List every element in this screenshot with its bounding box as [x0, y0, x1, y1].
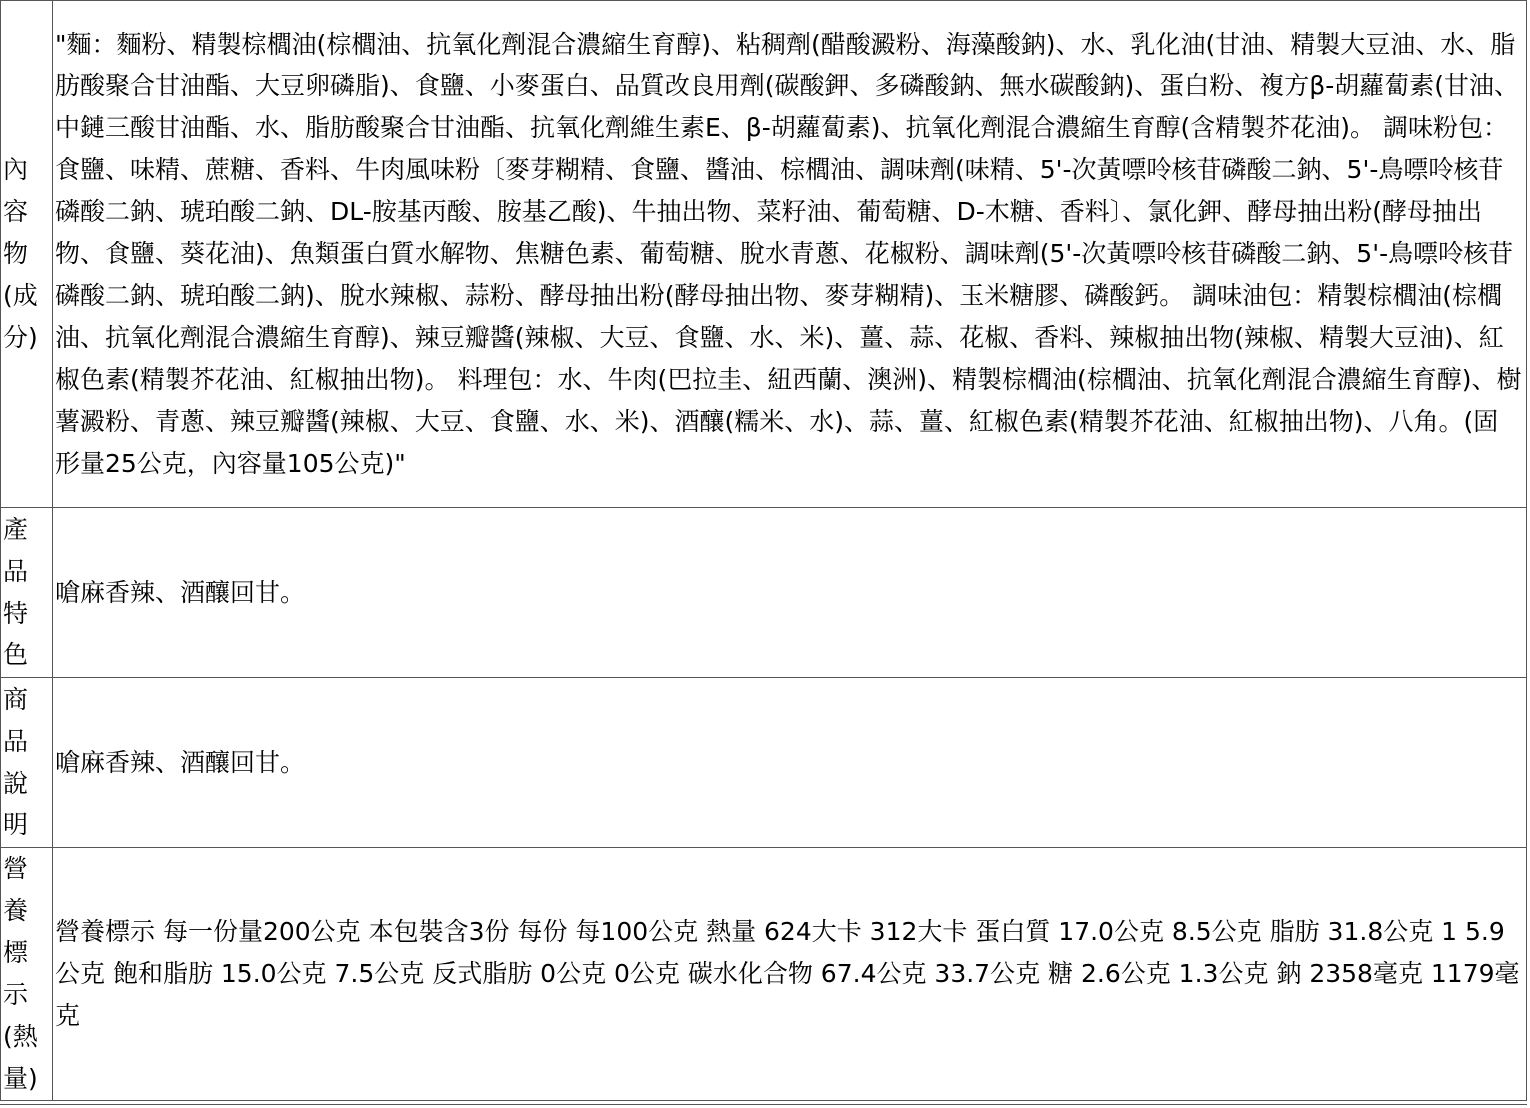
- table-row-description: [1, 678, 1527, 848]
- features-value: 嗆麻香辣、酒釀回甘。: [53, 508, 1527, 678]
- nutrition-label: 營養標示(熱量): [1, 848, 53, 1101]
- table-row-nutrition: [1, 848, 1527, 1101]
- description-value: 嗆麻香辣、酒釀回甘。: [53, 678, 1527, 848]
- next-row-border: [0, 1104, 1527, 1105]
- nutrition-value: 營養標示 每一份量200公克 本包裝含3份 每份 每100公克 熱量 624大卡 312大卡 蛋白質 17.0公克 8.5公克 脂肪 31.8公克 1 5.9公克 飽和脂肪 15.0公克 7.5公克 反式脂肪 0公克 0公克 碳水化合物 67.4公克 33.7公克 糖 2.6公克 1.3公克 鈉 2358毫克 1179毫克: [53, 848, 1527, 1101]
- ingredients-value: "麵：麵粉、精製棕櫚油(棕櫚油、抗氧化劑混合濃縮生育醇)、粘稠劑(醋酸澱粉、海藻酸鈉)、水、乳化油(甘油、精製大豆油、水、脂肪酸聚合甘油酯、大豆卵磷脂)、食鹽、小麥蛋白、品質改良用劑(碳酸鉀、多磷酸鈉、無水碳酸鈉)、蛋白粉、複方β-胡蘿蔔素(甘油、中鏈三酸甘油酯、水、脂肪酸聚合甘油酯、抗氧化劑維生素E、β-胡蘿蔔素)、抗氧化劑混合濃縮生育醇(含精製芥花油)。 調味粉包：食鹽、味精、蔗糖、香料、牛肉風味粉〔麥芽糊精、食鹽、醬油、棕櫚油、調味劑(味精、5'-次黃嘌呤核苷磷酸二鈉、5'-鳥嘌呤核苷磷酸二鈉、琥珀酸二鈉、DL-胺基丙酸、胺基乙酸)、牛抽出物、菜籽油、葡萄糖、D-木糖、香料〕、氯化鉀、酵母抽出粉(酵母抽出物、食鹽、葵花油)、魚類蛋白質水解物、焦糖色素、葡萄糖、脫水青蔥、花椒粉、調味劑(5'-次黃嘌呤核苷磷酸二鈉、5'-鳥嘌呤核苷磷酸二鈉、琥珀酸二鈉)、脫水辣椒、蒜粉、酵母抽出粉(酵母抽出物、麥芽糊精)、玉米糖膠、磷酸鈣。 調味油包：精製棕櫚油(棕櫚油、抗氧化劑混合濃縮生育醇)、辣豆瓣醬(辣椒、大豆、食鹽、水、米)、薑、蒜、花椒、香料、辣椒抽出物(辣椒、精製大豆油)、紅椒色素(精製芥花油、紅椒抽出物)。 料理包：水、牛肉(巴拉圭、紐西蘭、澳洲)、精製棕櫚油(棕櫚油、抗氧化劑混合濃縮生育醇)、樹薯澱粉、青蔥、辣豆瓣醬(辣椒、大豆、食鹽、水、米)、酒釀(糯米、水)、蒜、薑、紅椒色素(精製芥花油、紅椒抽出物)、八角。(固形量25公克，內容量105公克)": [53, 1, 1527, 508]
- table-row-ingredients: [1, 1, 1527, 508]
- features-label: 產品特色: [1, 508, 53, 678]
- description-label: 商品說明: [1, 678, 53, 848]
- table-row-features: [1, 508, 1527, 678]
- ingredients-label: 內容物(成分): [1, 1, 53, 508]
